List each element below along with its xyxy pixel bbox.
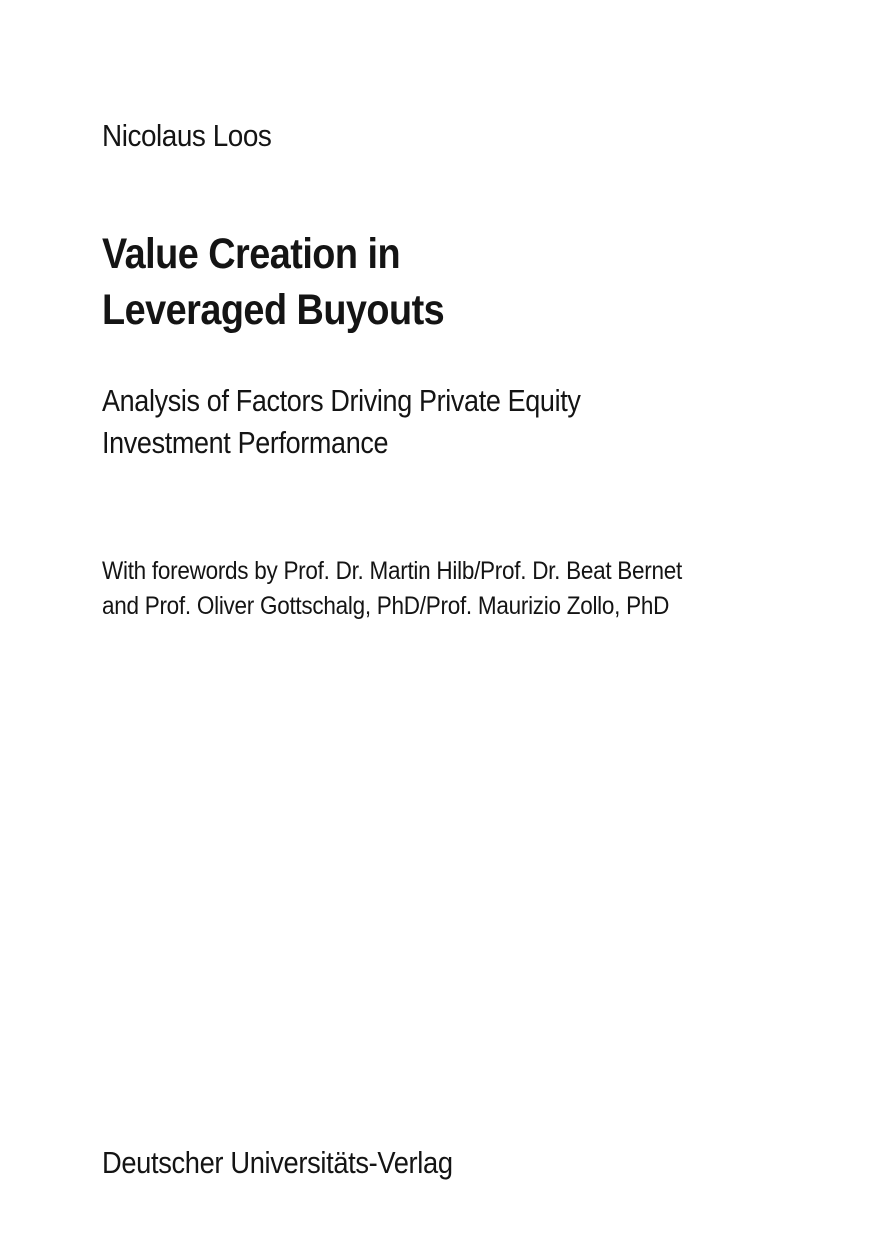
book-subtitle-line-2: Investment Performance	[102, 425, 389, 460]
book-subtitle	[102, 380, 581, 464]
book-title	[102, 226, 444, 338]
forewords-line-1: With forewords by Prof. Dr. Martin Hilb/Prof. Dr. Beat Bernet	[102, 557, 682, 585]
forewords-line-2: and Prof. Oliver Gottschalg, PhD/Prof. Maurizio Zollo, PhD	[102, 592, 670, 620]
publisher-name: Deutscher Universitäts-Verlag	[102, 1145, 453, 1180]
book-subtitle-line-1: Analysis of Factors Driving Private Equity	[102, 383, 581, 418]
book-title-line-2: Leveraged Buyouts	[102, 286, 445, 334]
author-name: Nicolaus Loos	[102, 118, 272, 153]
forewords-credit	[102, 554, 682, 624]
book-title-line-1: Value Creation in	[102, 230, 401, 278]
